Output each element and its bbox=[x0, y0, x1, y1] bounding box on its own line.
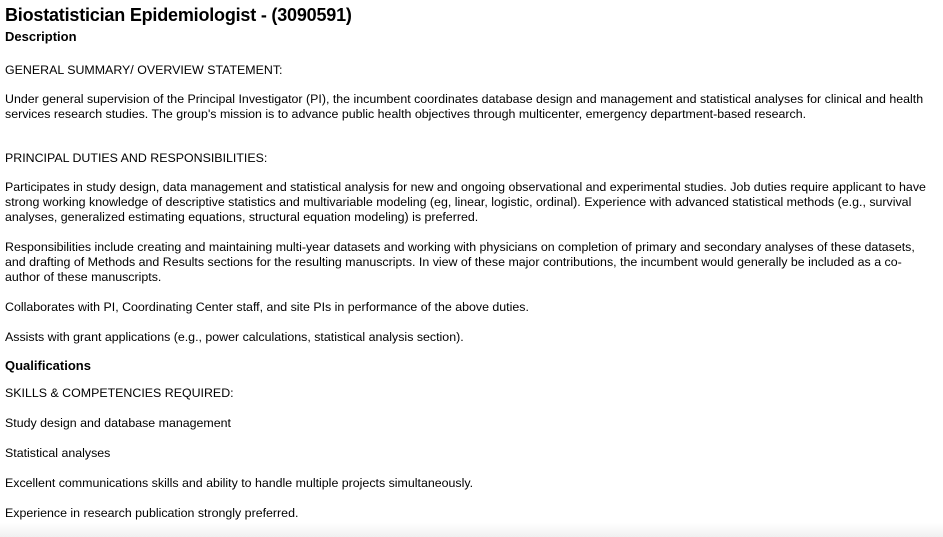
duty-paragraph: Assists with grant applications (e.g., power calculations, statistical analysis section). bbox=[5, 330, 464, 344]
duty-paragraph: Collaborates with PI, Coordinating Center staff, and site PIs in performance of the above duties. bbox=[5, 300, 529, 314]
job-posting bbox=[5, 4, 935, 521]
duties-heading: PRINCIPAL DUTIES AND RESPONSIBILITIES: bbox=[5, 151, 268, 165]
skill-item: Excellent communications skills and ability to handle multiple projects simultaneously. bbox=[5, 476, 474, 490]
qualifications-heading: Qualifications bbox=[5, 358, 91, 373]
description-heading: Description bbox=[5, 29, 77, 44]
skill-item: Statistical analyses bbox=[5, 446, 111, 460]
skill-item: Study design and database management bbox=[5, 416, 231, 430]
duty-paragraph: Responsibilities include creating and maintaining multi-year datasets and working with physicians on completion of primary and secondary analyses of these datasets, and drafting of Methods and Results sections for the resulting manuscripts. In view of these major contributions, the incumbent would generally be included as a co-author of these manuscripts. bbox=[5, 240, 915, 284]
page-title: Biostatistician Epidemiologist - (3090591) bbox=[5, 5, 352, 25]
bottom-fade bbox=[0, 523, 943, 537]
duty-paragraph: Participates in study design, data management and statistical analysis for new and ongoing observational and experimental studies. Job duties require applicant to have strong working knowledge of descriptive statistics and multivariable modeling (eg, linear, logistic, ordinal). Experience with advanced statistical methods (e.g., survival analyses, generalized estimating equations, structural equation modeling) is preferred. bbox=[5, 180, 926, 224]
skill-item: Experience in research publication strongly preferred. bbox=[5, 506, 299, 520]
summary-heading: GENERAL SUMMARY/ OVERVIEW STATEMENT: bbox=[5, 63, 283, 77]
skills-heading: SKILLS & COMPETENCIES REQUIRED: bbox=[5, 386, 234, 400]
summary-text: Under general supervision of the Principal Investigator (PI), the incumbent coordinates database design and management and statistical analyses for clinical and health services research studies. The group's mission is to advance public health objectives through multicenter, emergency department-based research. bbox=[5, 92, 924, 121]
